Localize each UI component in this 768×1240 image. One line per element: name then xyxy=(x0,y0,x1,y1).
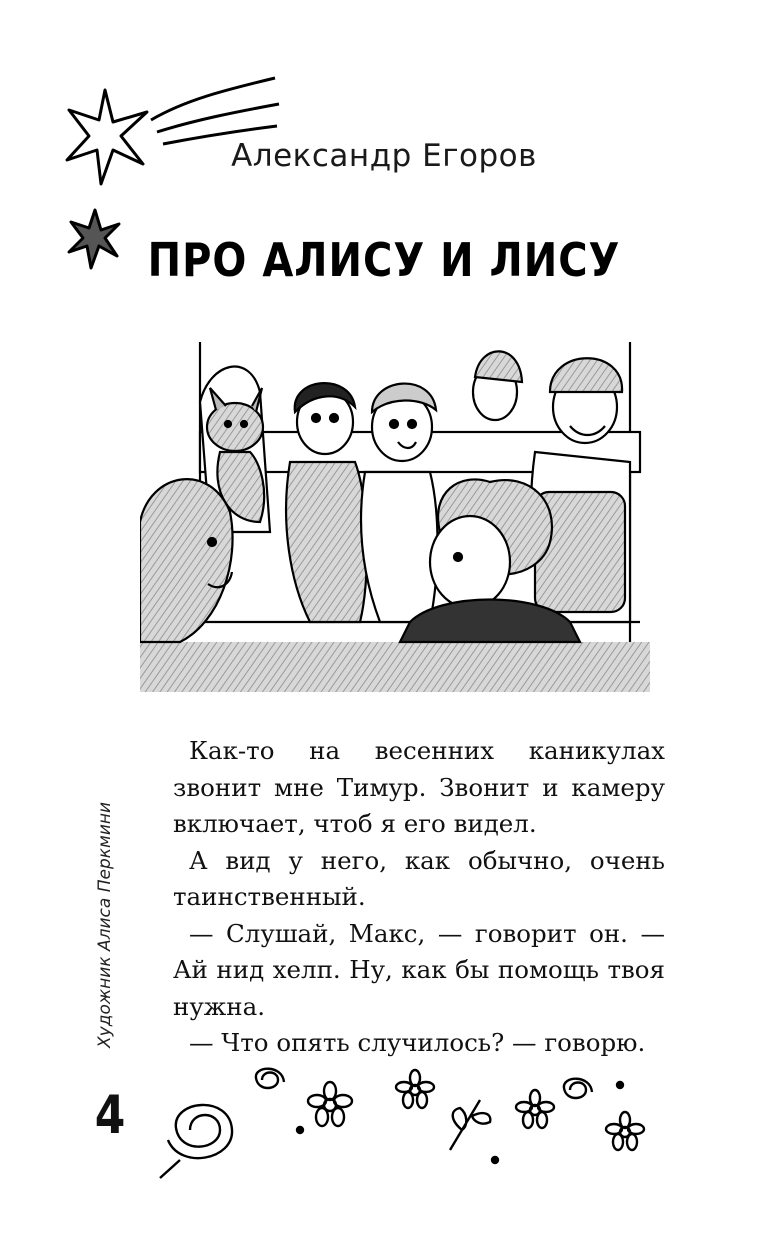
author-name: Александр Егоров xyxy=(231,138,537,174)
chapter-title: ПРО АЛИСУ И ЛИСУ xyxy=(147,234,621,288)
page-number: 4 xyxy=(94,1084,126,1147)
paragraph: А вид у него, как обычно, очень таинственный. xyxy=(173,845,665,911)
flower-doodles-icon xyxy=(150,1060,670,1180)
illustrator-credit-text: Художник Алиса Перкмини xyxy=(95,801,115,1048)
paragraph: Как-то на весенних каникулах звонит мне Тимур. Звонит и камеру включает, чтоб я его видел. xyxy=(173,736,665,838)
story-text xyxy=(173,733,665,1062)
train-passengers-illustration xyxy=(140,322,650,694)
paragraph: — Слушай, Макс, — говорит он. — Ай нид хелп. Ну, как бы помощь твоя нужна. xyxy=(173,918,665,1021)
paragraph: — Что опять случилось? — говорю. xyxy=(189,1028,646,1057)
